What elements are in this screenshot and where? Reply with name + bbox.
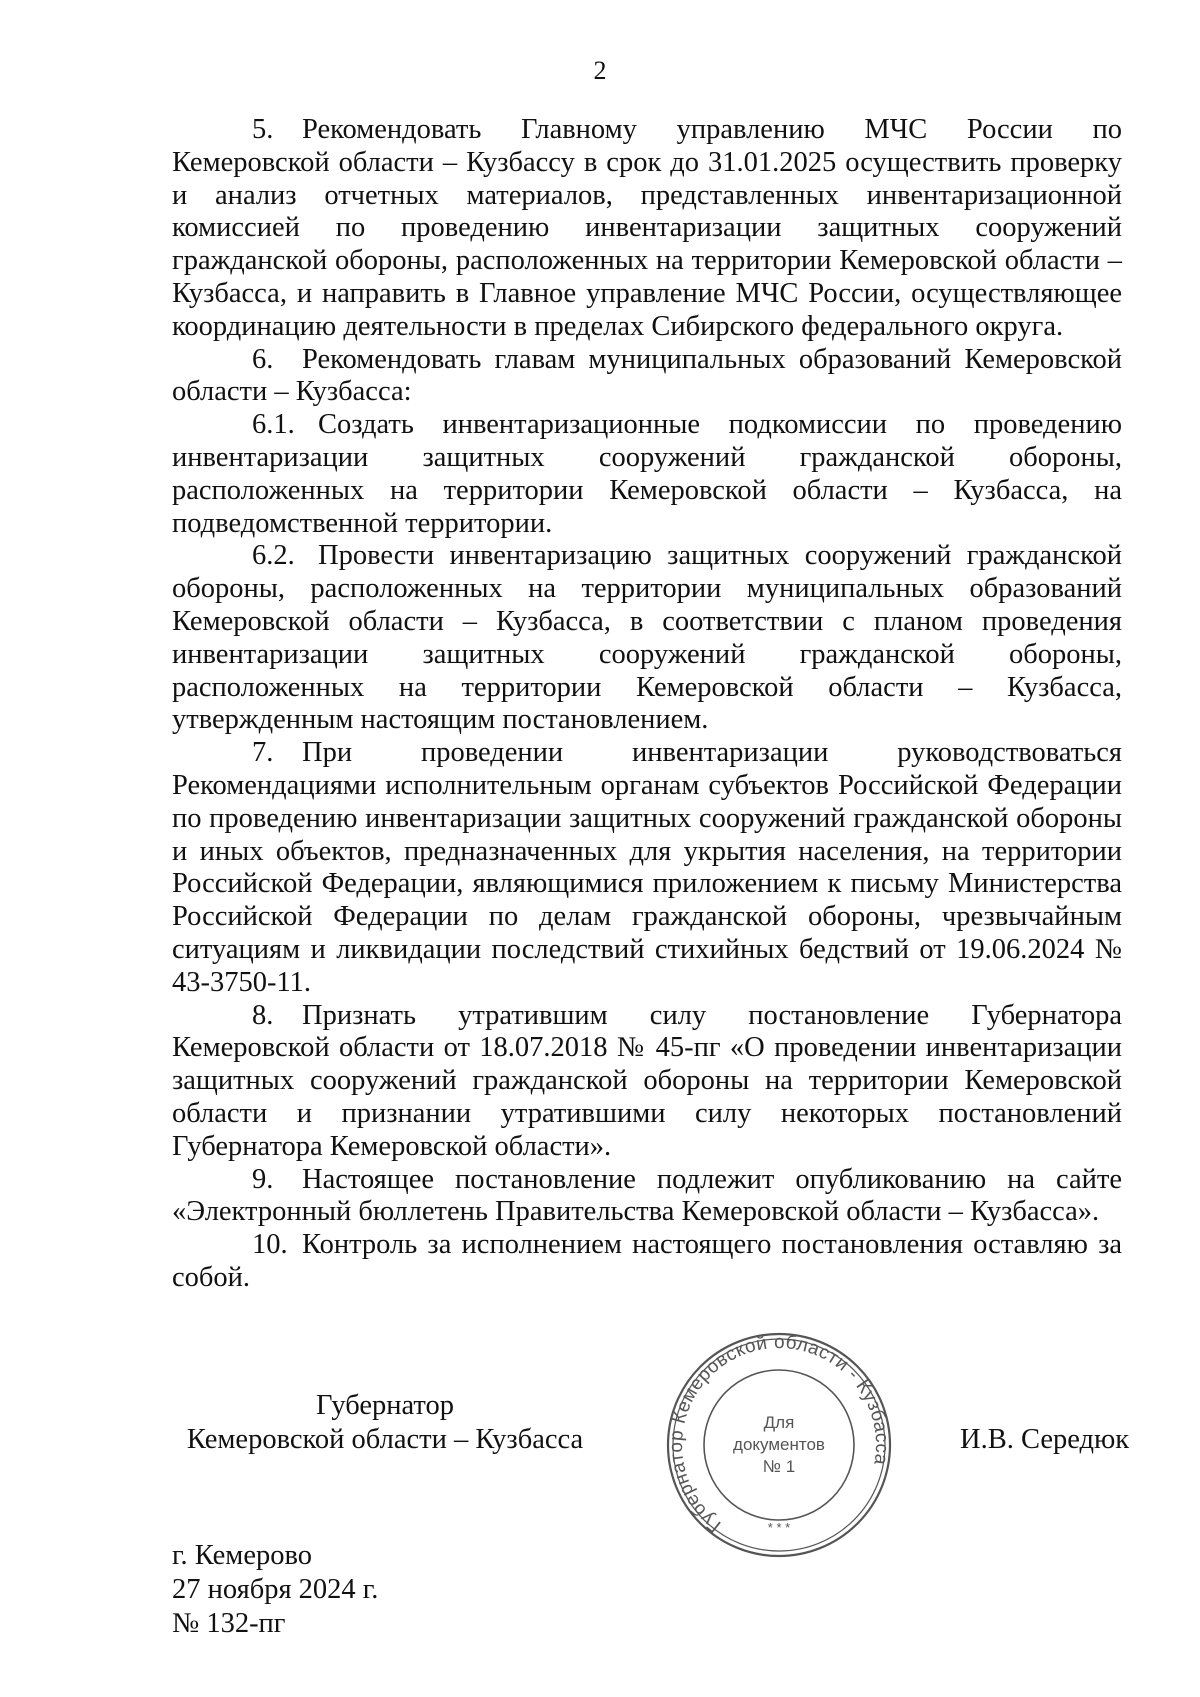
paragraph-6-1 (172, 409, 1122, 540)
paragraph-number: 5. (252, 114, 274, 145)
signatory-position: Губернатор (315, 1390, 455, 1421)
paragraph-number: 6. (252, 343, 274, 375)
seal-center-line2: документов (733, 1435, 825, 1454)
paragraph-7 (172, 737, 1122, 999)
seal-stars: * * * (767, 1520, 791, 1535)
paragraph-number: 10. (252, 1229, 288, 1261)
paragraph-text: Настоящее постановление подлежит опубликованию на сайте «Электронный бюллетень Правительства Кемеровской области – Кузбасса». (172, 1163, 1122, 1228)
document-number: № 132-пг (172, 1608, 286, 1639)
paragraph-text: Создать инвентаризационные подкомиссии по проведению инвентаризации защитных сооружений гражданской обороны, расположенных на территории Кемеровской области – Кузбасса, на подведомственной территории. (172, 409, 1122, 539)
paragraph-text: Рекомендовать Главному управлению МЧС России по Кемеровской области – Кузбассу в срок до 31.01.2025 осуществить проверку и анализ отчетных материалов, представленных инвентаризационной комиссией по проведению инвентаризации защитных сооружений гражданской обороны, расположенных на территории Кемеровской области – Кузбасса, и направить в Главное управление МЧС России, осуществляющее координацию деятельности в пределах Сибирского федерального округа. (172, 114, 1122, 342)
paragraph-number: 9. (252, 1163, 274, 1195)
paragraph-text: Рекомендовать главам муниципальных образований Кемеровской области – Кузбасса: (172, 343, 1122, 408)
paragraph-8 (172, 1000, 1122, 1164)
document-city: г. Кемерово (172, 1540, 312, 1571)
signatory-name: И.В. Середюк (960, 1424, 1130, 1455)
document-footer (172, 1539, 378, 1641)
paragraph-text: Контроль за исполнением настоящего постановления оставляю за собой. (172, 1229, 1122, 1293)
paragraph-text: При проведении инвентаризации руководствоваться Рекомендациями исполнительным органам субъектов Российской Федерации по проведению инвентаризации защитных сооружений гражданской обороны и иных объектов, предназначенных для укрытия населения, на территории Российской Федерации, являющимися приложением к письму Министерства Российской Федерации по делам гражданской обороны, чрезвычайным ситуациям и ликвидации последствий стихийных бедствий от 19.06.2024 № 43-3750-11. (172, 737, 1122, 998)
paragraph-5 (172, 114, 1122, 344)
document-body (172, 114, 1122, 1295)
paragraph-number: 6.1. (252, 409, 295, 441)
signatory-title (180, 1389, 590, 1457)
paragraph-10 (172, 1229, 1122, 1295)
paragraph-text: Признать утратившим силу постановление Губернатора Кемеровской области от 18.07.2018 № 45-пг «О проведении инвентаризации защитных сооружений гражданской обороны на территории Кемеровской области и признании утратившими силу некоторых постановлений Губернатора Кемеровской области». (172, 999, 1122, 1162)
paragraph-number: 8. (252, 999, 274, 1031)
seal-center-line1: Для (763, 1413, 795, 1432)
document-date: 27 ноября 2024 г. (172, 1574, 379, 1605)
signatory-region: Кемеровской области – Кузбасса (186, 1424, 584, 1455)
seal-ring-text: Губернатор Кемеровской области - Кузбасса (665, 1331, 893, 1537)
page-number: 2 (593, 56, 607, 85)
seal-center-line3: № 1 (762, 1457, 796, 1476)
paragraph-6 (172, 344, 1122, 410)
paragraph-number: 7. (252, 737, 274, 769)
paragraph-text: Провести инвентаризацию защитных сооружений гражданской обороны, расположенных на территории муниципальных образований Кемеровской области – Кузбасса, в соответствии с планом проведения инвентаризации защитных сооружений гражданской обороны, расположенных на территории Кемеровской области – Кузбасса, утвержденным настоящим постановлением. (172, 540, 1122, 736)
paragraph-6-2 (172, 540, 1122, 737)
paragraph-9 (172, 1164, 1122, 1230)
official-seal (664, 1330, 894, 1560)
paragraph-number: 6.2. (252, 540, 295, 572)
